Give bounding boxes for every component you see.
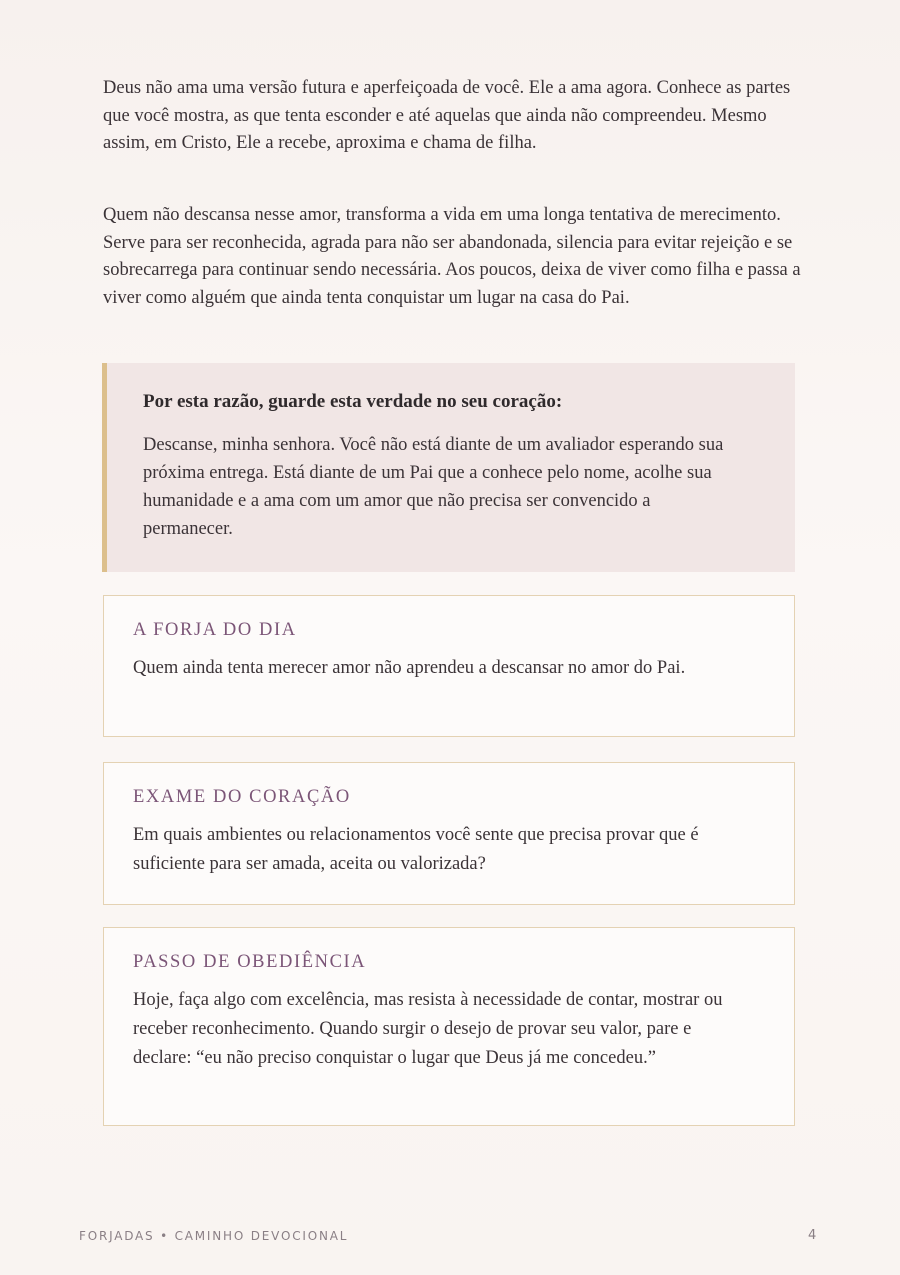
card-forja-do-dia: [103, 595, 795, 737]
card-title: A FORJA DO DIA: [133, 620, 297, 640]
card-exame-do-coracao: [103, 762, 795, 905]
highlight-body: Descanse, minha senhora. Você não está diante de um avaliador esperando sua próxima entrega. Está diante de um Pai que a conhece pelo nome, acolhe sua humanidade e a ama com um amor que não precisa ser convencido a permanecer.: [143, 435, 724, 539]
body-paragraph-1: Deus não ama uma versão futura e aperfeiçoada de você. Ele a ama agora. Conhece as partes que você mostra, as que tenta esconder e até aquelas que ainda não compreendeu. Mesmo assim, em Cristo, Ele a recebe, aproxima e chama de filha.: [103, 78, 791, 153]
card-body: Em quais ambientes ou relacionamentos você sente que precisa provar que é suficiente para ser amada, aceita ou valorizada?: [133, 825, 699, 874]
footer-title: FORJADAS • CAMINHO DEVOCIONAL: [79, 1229, 349, 1243]
page-number: 4: [808, 1228, 817, 1243]
body-paragraph-2: Quem não descansa nesse amor, transforma a vida em uma longa tentativa de merecimento. Serve para ser reconhecida, agrada para não ser abandonada, silencia para evitar rejeição e se sobrecarrega para continuar sendo necessária. Aos poucos, deixa de viver como filha e passa a viver como alguém que ainda tenta conquistar um lugar na casa do Pai.: [103, 205, 801, 308]
card-body: Quem ainda tenta merecer amor não aprendeu a descansar no amor do Pai.: [133, 658, 686, 678]
card-title: EXAME DO CORAÇÃO: [133, 787, 351, 807]
card-title: PASSO DE OBEDIÊNCIA: [133, 952, 367, 972]
card-body: Hoje, faça algo com excelência, mas resista à necessidade de contar, mostrar ou receber reconhecimento. Quando surgir o desejo de provar seu valor, pare e declare: “eu não preciso conquistar o lugar que Deus já me concedeu.”: [133, 990, 723, 1068]
highlight-title: Por esta razão, guarde esta verdade no seu coração:: [143, 391, 563, 412]
highlight-callout: [102, 363, 795, 572]
card-passo-de-obediencia: [103, 927, 795, 1126]
